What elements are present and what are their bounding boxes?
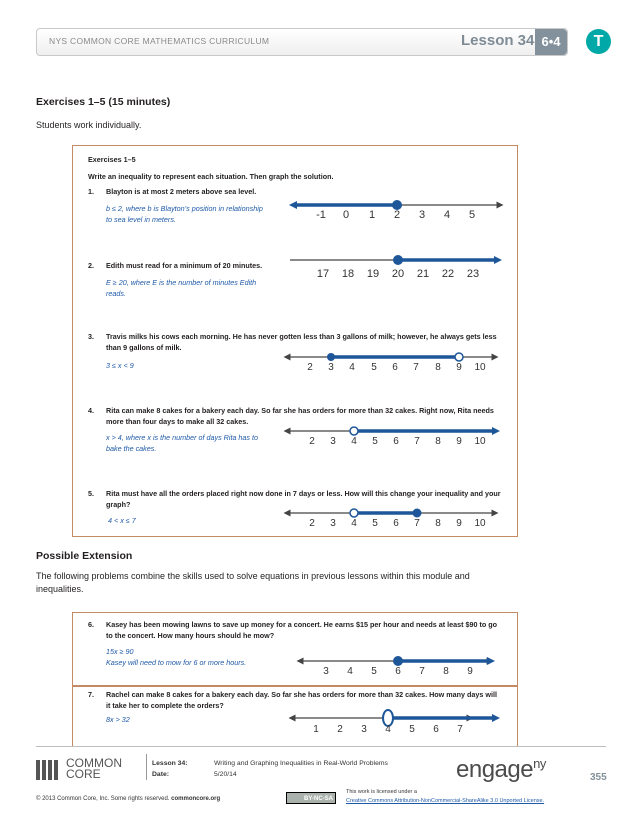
tick-label: 5 — [371, 362, 377, 373]
item-text: Rita must have all the orders placed right now done in 7 days or less. How will this change your inequality and your — [106, 489, 501, 498]
item-text: Rita can make 8 cakes for a bakery each day. So far she has orders for more than 32 cakes. Right now, Rita needs — [106, 406, 494, 415]
closed-point — [413, 509, 422, 518]
tick-label: 2 — [307, 362, 313, 373]
tick-label: 8 — [435, 436, 441, 447]
tick-label: 9 — [456, 362, 462, 373]
page-number: 355 — [590, 772, 607, 783]
open-point — [350, 509, 358, 517]
tick-label: 6 — [392, 362, 398, 373]
item-text-cont: graph? — [106, 500, 131, 509]
item-number: 2. — [88, 261, 94, 270]
item-text: Blayton is at most 2 meters above sea level. — [106, 187, 257, 196]
item-answer: b ≤ 2, where b is Blayton’s position in relationship — [106, 204, 263, 213]
item-answer-cont: bake the cakes. — [106, 444, 157, 453]
item-text: Kasey has been mowing lawns to save up money for a concert. He earns $15 per hour and needs at least $90 to go — [106, 620, 498, 629]
item-text: Travis milks his cows each morning. He has never gotten less than 3 gallons of milk; however, he always gets less — [106, 332, 497, 341]
tick-label: 7 — [414, 518, 420, 529]
item-text-cont: than 9 gallons of milk. — [106, 343, 182, 352]
cc-license-badge-icon — [286, 792, 336, 804]
tick-label: 8 — [435, 362, 441, 373]
item-answer-cont: Kasey will need to mow for 6 or more hours. — [106, 658, 247, 667]
item-text: Edith must read for a minimum of 20 minutes. — [106, 261, 263, 270]
number-line-7 — [292, 710, 496, 735]
number-line-4 — [287, 427, 496, 447]
tick-label: 3 — [330, 436, 336, 447]
tick-label: 9 — [456, 436, 462, 447]
tick-label: 2 — [309, 518, 315, 529]
item-answer: 8x > 32 — [106, 715, 130, 724]
tick-label: 10 — [474, 362, 486, 373]
cc-badge-text: BY-NC-SA — [303, 796, 333, 802]
item-text-cont: to the concert. How many hours should he mow? — [106, 631, 275, 640]
item-number: 1. — [88, 187, 94, 196]
footer-date-label: Date: — [152, 771, 169, 778]
tick-label: 4 — [351, 518, 357, 529]
item-number: 4. — [88, 406, 94, 415]
tick-label: 2 — [393, 209, 401, 221]
tick-label: 8 — [443, 666, 449, 677]
item-answer: 4 < x ≤ 7 — [108, 516, 136, 525]
tick-label: 19 — [366, 268, 380, 280]
tick-label: 3 — [418, 209, 426, 221]
number-line-3 — [287, 353, 495, 373]
tick-label: 10 — [474, 518, 486, 529]
tick-label: 6 — [393, 436, 399, 447]
tick-label: 17 — [316, 268, 330, 280]
tick-label: 20 — [391, 268, 405, 280]
curriculum-title: NYS COMMON CORE MATHEMATICS CURRICULUM — [49, 36, 270, 46]
tick-label: 7 — [419, 666, 425, 677]
footer-lesson-title: Writing and Graphing Inequalities in Real-World Problems — [214, 760, 388, 767]
brand-text: engage — [456, 756, 534, 783]
brand-sup: ny — [533, 756, 546, 771]
tick-label: 4 — [385, 724, 391, 735]
item-number: 7. — [88, 690, 94, 699]
tick-label: 2 — [309, 436, 315, 447]
item-answer: 3 ≤ x < 9 — [106, 361, 134, 370]
footer-separator — [146, 754, 147, 780]
tick-label: 5 — [468, 209, 476, 221]
item-number: 3. — [88, 332, 94, 341]
number-line-6 — [300, 656, 491, 677]
tick-label: 6 — [393, 518, 399, 529]
copyright-site: commoncore.org — [171, 796, 221, 802]
grade-module-badge: 6•4 — [535, 29, 567, 55]
tick-label: 8 — [435, 518, 441, 529]
tick-label: 1 — [313, 724, 319, 735]
tick-label: 6 — [433, 724, 439, 735]
tick-label: 5 — [372, 436, 378, 447]
intro-text: Students work individually. — [36, 120, 142, 130]
footer-lesson-label: Lesson 34: — [152, 760, 188, 767]
exercises-heading: Exercises 1–5 (15 minutes) — [36, 96, 171, 108]
extension-text: The following problems combine the skills used to solve equations in previous lessons within this module and — [36, 571, 470, 581]
lesson-label: Lesson 34 — [461, 32, 535, 49]
tick-label: 9 — [467, 666, 473, 677]
tick-label: 21 — [416, 268, 430, 280]
tick-label: 1 — [368, 209, 376, 221]
tick-label: 0 — [342, 209, 350, 221]
footer-date: 5/20/14 — [214, 771, 237, 778]
footer-divider — [36, 746, 606, 747]
number-line-1 — [293, 200, 500, 221]
tick-label: 5 — [371, 666, 377, 677]
number-line-2 — [290, 255, 500, 280]
item-answer: x > 4, where x is the number of days Rita has to — [106, 433, 259, 442]
teacher-badge-icon: T — [586, 29, 611, 54]
item-text: Rachel can make 8 cakes for a bakery each day. So far she has orders for more than 32 cakes. How many days will — [106, 690, 497, 699]
tick-label: 7 — [414, 436, 420, 447]
item-answer: 15x ≥ 90 — [106, 647, 134, 656]
closed-point — [327, 353, 335, 361]
tick-label: 23 — [466, 268, 480, 280]
open-point — [455, 353, 463, 361]
tick-label: -1 — [316, 209, 326, 221]
tick-label: 18 — [341, 268, 355, 280]
copyright-text: © 2013 Common Core, Inc. Some rights reserved. — [36, 796, 170, 802]
tick-label: 6 — [395, 666, 401, 677]
extension-text-cont: inequalities. — [36, 584, 84, 594]
tick-label: 5 — [372, 518, 378, 529]
extension-heading: Possible Extension — [36, 550, 133, 562]
box-title: Exercises 1–5 — [88, 155, 136, 164]
logo-line: COMMON — [66, 756, 122, 770]
tick-label: 4 — [347, 666, 353, 677]
tick-label: 4 — [443, 209, 451, 221]
engageny-logo — [456, 756, 546, 784]
open-point — [350, 427, 358, 435]
item-number: 5. — [88, 489, 94, 498]
item-answer-cont: to sea level in meters. — [106, 215, 176, 224]
item-answer-cont: reads. — [106, 289, 126, 298]
item-text-cont: it take her to complete the orders? — [106, 701, 224, 710]
tick-label: 7 — [413, 362, 419, 373]
common-core-logo-icon — [36, 760, 62, 780]
license-link[interactable]: Creative Commons Attribution-NonCommercial-ShareAlike 3.0 Unported License. — [346, 798, 545, 804]
item-text-cont: more than four days to make all 32 cakes. — [106, 417, 249, 426]
logo-line: CORE — [66, 767, 101, 781]
license-text: This work is licensed under a — [346, 789, 417, 795]
item-answer: E ≥ 20, where E is the number of minutes Edith — [106, 278, 257, 287]
box-instruction: Write an inequality to represent each situation. Then graph the solution. — [88, 172, 334, 181]
item-number: 6. — [88, 620, 94, 629]
common-core-wordmark — [66, 758, 122, 780]
closed-point — [393, 656, 403, 666]
tick-label: 3 — [323, 666, 329, 677]
tick-label: 3 — [330, 518, 336, 529]
closed-point — [393, 255, 403, 265]
number-line-5 — [287, 509, 495, 530]
copyright — [36, 796, 220, 802]
tick-label: 9 — [456, 518, 462, 529]
tick-label: 3 — [328, 362, 334, 373]
tick-label: 4 — [349, 362, 355, 373]
tick-label: 7 — [457, 724, 463, 735]
tick-label: 3 — [361, 724, 367, 735]
tick-label: 2 — [337, 724, 343, 735]
tick-label: 10 — [474, 436, 486, 447]
tick-label: 5 — [409, 724, 415, 735]
tick-label: 4 — [351, 436, 357, 447]
tick-label: 22 — [441, 268, 455, 280]
